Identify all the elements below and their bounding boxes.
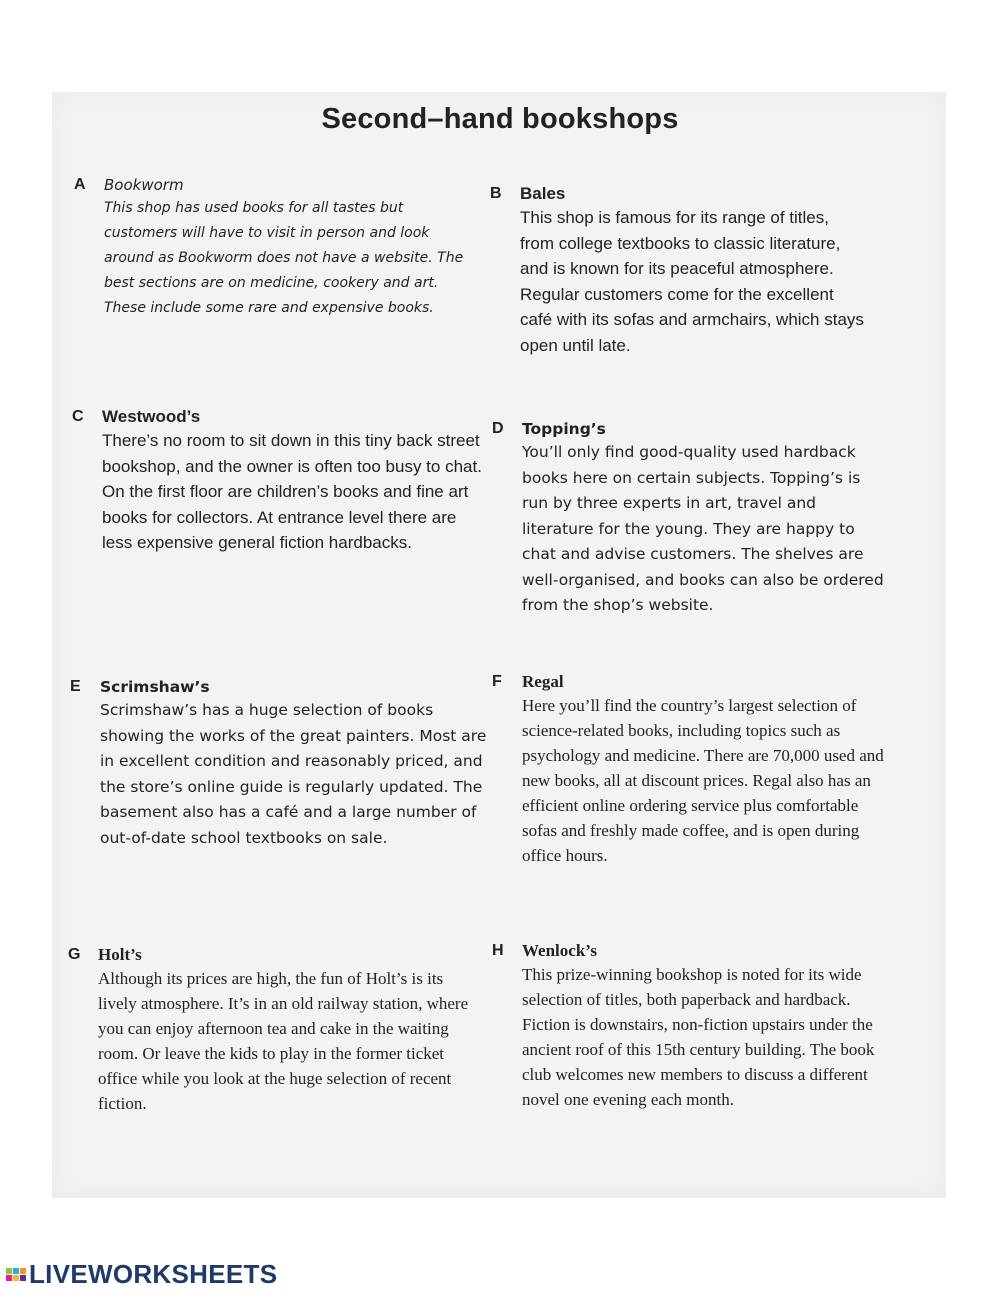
shop-entry-g: [68, 944, 483, 1116]
shop-letter: B: [490, 185, 502, 202]
logo-square: [20, 1275, 26, 1281]
shop-entry-e: [70, 676, 490, 851]
liveworksheets-logo-icon: [6, 1268, 26, 1281]
shop-entry-f: [492, 671, 887, 868]
shop-entry-h: [492, 940, 892, 1112]
shop-name: Westwood’s: [102, 407, 201, 426]
shop-letter: F: [492, 673, 502, 690]
shop-description: There’s no room to sit down in this tiny back street bookshop, and the owner is often too busy to chat. On the first floor are children’s books and fine art books for collectors. At entrance level there are less expensive general fiction hardbacks.: [102, 431, 482, 552]
logo-square: [13, 1275, 19, 1281]
shop-entry-a: [74, 174, 474, 321]
shop-letter: A: [74, 176, 86, 193]
shop-name: Regal: [522, 672, 564, 691]
shop-name: Scrimshaw’s: [100, 678, 210, 696]
shop-description: Scrimshaw’s has a huge selection of books showing the works of the great painters. Most are in excellent condition and reasonably priced, and the store’s online guide is regularly updated. The basement also has a café and a large number of out-of-date school textbooks on sale.: [100, 701, 487, 847]
logo-square: [20, 1268, 26, 1274]
shop-entry-c: [72, 406, 482, 556]
shop-letter: H: [492, 942, 504, 959]
shop-name: Bales: [520, 184, 566, 203]
brand-name: LIVEWORKSHEETS: [29, 1258, 278, 1289]
shop-entry-b: [490, 183, 865, 358]
shop-description: Although its prices are high, the fun of Holt’s is its lively atmosphere. It’s in an old railway station, where you can enjoy afternoon tea and cake in the waiting room. Or leave the kids to play in the former ticket office while you look at the huge selection of recent fiction.: [98, 969, 469, 1113]
shop-name: Bookworm: [104, 176, 184, 194]
shop-letter: D: [492, 420, 504, 437]
shop-description: This prize-winning bookshop is noted for its wide selection of titles, both paperback and hardback. Fiction is downstairs, non-fiction upstairs under the ancient roof of this 15th century building. The book club welcomes new members to discuss a different novel one evening each month.: [522, 965, 875, 1109]
shop-name: Wenlock’s: [522, 941, 597, 960]
page-title: Second–hand bookshops: [321, 103, 679, 135]
shop-entry-d: [492, 418, 887, 619]
shop-letter: C: [72, 408, 84, 425]
logo-square: [13, 1268, 19, 1274]
shop-description: Here you’ll find the country’s largest selection of science-related books, including topics such as psychology and medicine. There are 70,000 used and new books, all at discount prices. Regal also has an efficient online ordering service plus comfortable sofas and freshly made coffee, and is open during office hours.: [522, 696, 884, 865]
shop-letter: G: [68, 946, 81, 963]
shop-letter: E: [70, 678, 81, 695]
shop-description: You’ll only find good-quality used hardback books here on certain subjects. Topping’s is run by three experts in art, travel and literature for the young. They are happy to chat and advise customers. The shelves are well-organised, and books can also be ordered from the shop’s website.: [522, 443, 884, 614]
logo-square: [6, 1268, 12, 1274]
shop-description: This shop has used books for all tastes but customers will have to visit in person and look around as Bookworm does not have a website. The best sections are on medicine, cookery and art. These include some rare and expensive books.: [104, 200, 464, 316]
shop-name: Topping’s: [522, 420, 606, 438]
shop-name: Holt’s: [98, 945, 142, 964]
logo-square: [6, 1275, 12, 1281]
liveworksheets-footer[interactable]: [6, 1260, 277, 1288]
shop-description: This shop is famous for its range of titles, from college textbooks to classic literature, and is known for its peaceful atmosphere. Regular customers come for the excellent café with its sofas and armchairs, which stays open until late.: [520, 208, 864, 355]
